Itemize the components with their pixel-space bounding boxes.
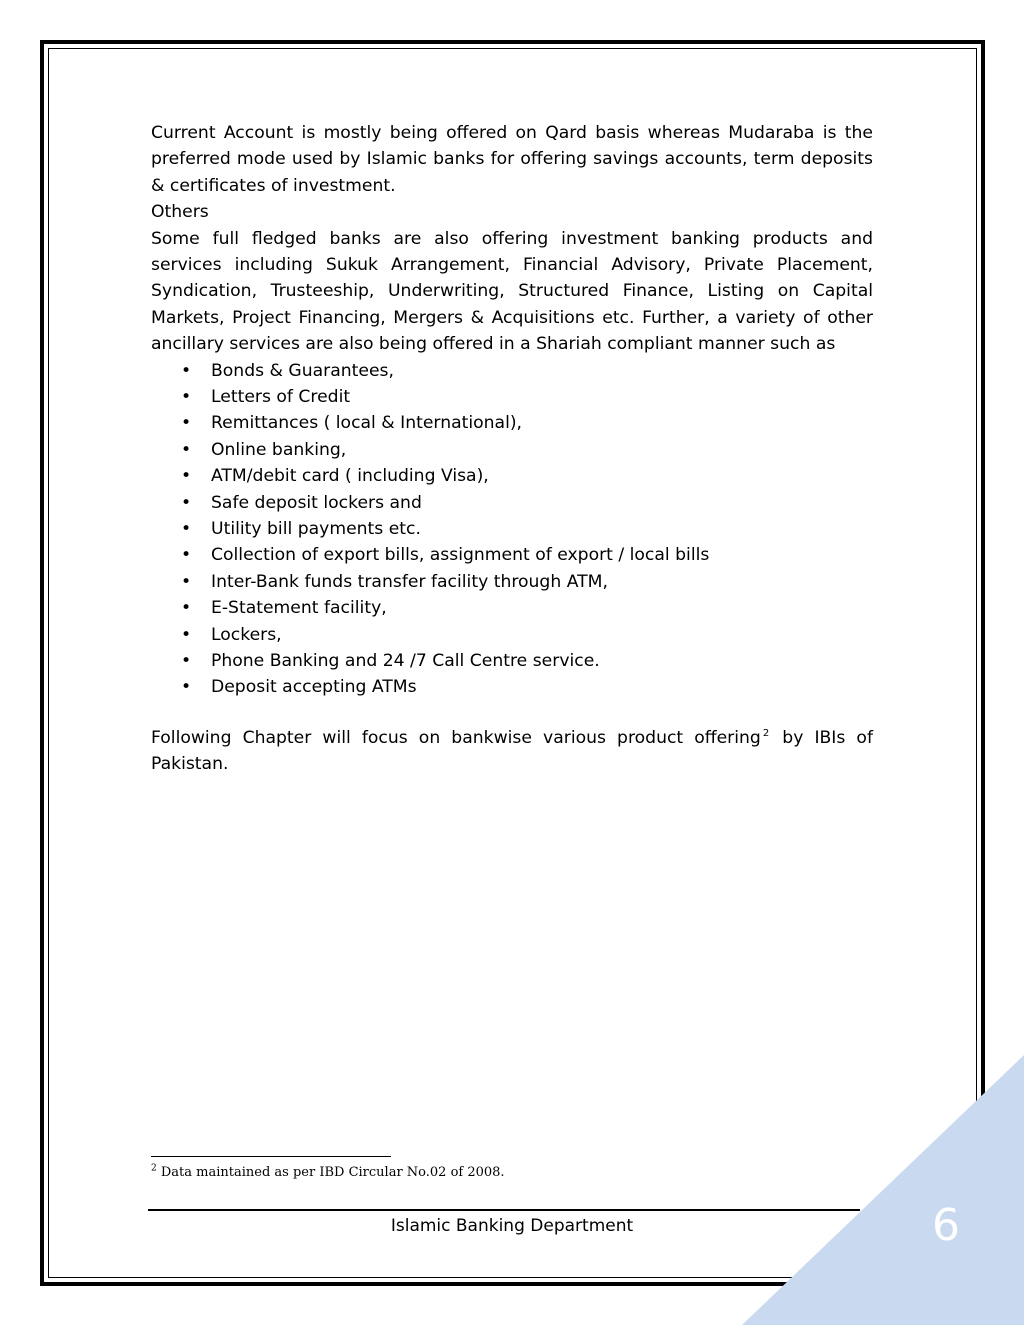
bullet-icon: • (181, 360, 192, 381)
service-item (151, 463, 873, 489)
bullet-icon: • (181, 466, 192, 487)
service-item (151, 410, 873, 436)
footnote-reference: 2 (762, 728, 770, 739)
closing-text: Following Chapter will focus on bankwise various product offering (151, 727, 761, 748)
service-item-label: Online banking, (211, 439, 347, 460)
service-item-label: Collection of export bills, assignment of export / local bills (211, 545, 710, 566)
bullet-icon: • (181, 545, 192, 566)
service-item-label: Letters of Credit (211, 387, 351, 408)
bullet-icon: • (181, 624, 192, 645)
service-item-label: Inter-Bank funds transfer facility through ATM, (211, 571, 608, 592)
closing-text-end: by IBIs of Pakistan. (151, 727, 873, 775)
footnote (151, 1164, 751, 1182)
corner-triangle (742, 1055, 1024, 1325)
service-item (151, 384, 873, 410)
service-item (151, 437, 873, 463)
services-list (151, 358, 873, 701)
others-heading: Others (151, 202, 209, 223)
service-item-label: Lockers, (211, 624, 282, 645)
service-item-label: Phone Banking and 24 /7 Call Centre service. (211, 650, 600, 671)
main-content (151, 120, 873, 778)
bullet-icon: • (181, 571, 192, 592)
footnote-text: Data maintained as per IBD Circular No.02 of 2008. (160, 1165, 505, 1180)
bullet-icon: • (181, 413, 192, 434)
service-item-label: Safe deposit lockers and (211, 492, 422, 513)
bullet-icon: • (181, 598, 192, 619)
bullet-icon: • (181, 677, 192, 698)
service-item (151, 490, 873, 516)
bullet-icon: • (181, 439, 192, 460)
bullet-icon: • (181, 492, 192, 513)
bullet-icon: • (181, 519, 192, 539)
service-item (151, 569, 873, 595)
service-item-label: E-Statement facility, (211, 598, 387, 619)
footnote-marker: 2 (151, 1163, 157, 1174)
service-item-label: Remittances ( local & International), (211, 413, 523, 434)
service-item (151, 595, 873, 621)
service-item-label: Bonds & Guarantees, (211, 360, 394, 381)
bullet-icon: • (181, 387, 192, 408)
service-item (151, 358, 873, 384)
service-item (151, 542, 873, 568)
intro-paragraph: Current Account is mostly being offered on Qard basis whereas Mudaraba is the preferred mode used by Islamic banks for offering savings accounts, term deposits & certificates of investment. (151, 123, 873, 196)
footnote-separator (151, 1156, 391, 1157)
service-item (151, 674, 873, 700)
page-number: 6 (932, 1200, 960, 1251)
service-item (151, 516, 873, 542)
service-item (151, 622, 873, 648)
service-item-label: Deposit accepting ATMs (211, 677, 417, 698)
others-paragraph: Some full fledged banks are also offering investment banking products and services including Sukuk Arrangement, Financial Advisory, Private Placement, Syndication, Trusteeship, Underwriting, Structured Finance, Listing on Capital Markets, Project Financing, Mergers & Acquisitions etc. Further, a variety of other ancillary services are also being offered in a Shariah compliant manner such as (151, 228, 873, 355)
footer-department: Islamic Banking Department (390, 1216, 634, 1236)
service-item-label: ATM/debit card ( including Visa), (211, 466, 489, 487)
service-item-label: Utility bill payments etc. (211, 519, 421, 539)
service-item (151, 648, 873, 674)
closing-paragraph (151, 725, 873, 778)
bullet-icon: • (181, 650, 192, 671)
